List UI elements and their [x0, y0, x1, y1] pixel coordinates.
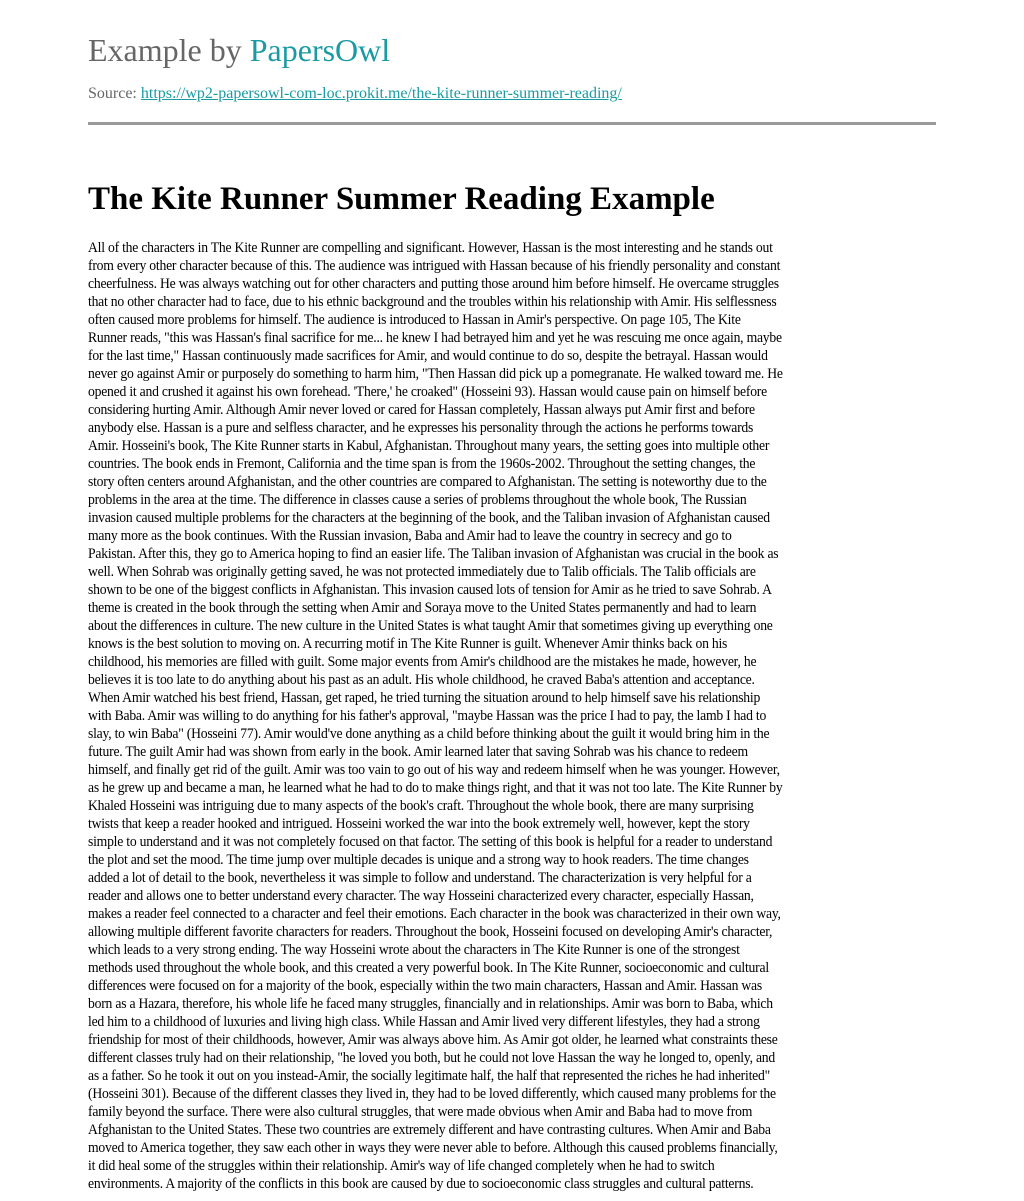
body-line: with Baba. Amir was willing to do anything for his father's approval, "maybe Hassan was the price I had to pay, the lamb I had to	[88, 707, 767, 724]
body-line: makes a reader feel connected to a character and feel their emotions. Each character in the book was characterized in their own way,	[88, 905, 781, 922]
body-line: added a lot of detail to the book, nevertheless it was simple to follow and understand. The characterization is very helpful for a	[88, 869, 752, 886]
body-line: the plot and set the mood. The time jump over multiple decades is unique and a strong way to hook readers. The time changes	[88, 851, 749, 868]
body-line: many more as the book continues. With the Russian invasion, Baba and Amir had to leave the country in secrecy and go to	[88, 527, 732, 544]
page-header	[88, 30, 936, 104]
body-line: as he grew up and became a man, he learned what he had to do to make things right, and that it was not too late. The Kite Runner by	[88, 779, 783, 796]
body-line: environments. A majority of the conflicts in this book are caused by due to socioeconomic class struggles and cultural patterns.	[88, 1175, 754, 1192]
body-line: differences were focused on for a majority of the book, especially within the two main characters, Hassan and Amir. Hassan was	[88, 977, 762, 994]
body-line: Pakistan. After this, they go to America hoping to find an easier life. The Taliban invasion of Afghanistan was crucial in the book as	[88, 545, 779, 562]
body-line: When Amir watched his best friend, Hassan, get raped, he tried turning the situation around to help himself save his relationship	[88, 689, 761, 706]
body-line: often caused more problems for himself. The audience is introduced to Hassan in Amir's perspective. On page 105, The Kite	[88, 311, 741, 328]
source-label: Source:	[88, 85, 141, 102]
essay-body	[88, 239, 948, 1193]
page-title: The Kite Runner Summer Reading Example	[88, 181, 715, 217]
header-divider	[88, 122, 936, 125]
body-line: Runner reads, "this was Hassan's final sacrifice for me... he knew I had betrayed him and yet he was rescuing me once again, maybe	[88, 329, 782, 346]
body-line: reader and allows one to better understand every character. The way Hosseini characterized every character, especially Hassan,	[88, 887, 754, 904]
body-line: never go against Amir or purposely do something to harm him, "Then Hassan did pick up a pomegranate. He walked toward me. He	[88, 365, 783, 382]
body-line: Afghanistan to the United States. These two countries are extremely different and have contrasting cultures. When Amir and Baba	[88, 1121, 771, 1138]
body-line: invasion caused multiple problems for the characters at the beginning of the book, and the Taliban invasion of Afghanistan caused	[88, 509, 770, 526]
body-line: All of the characters in The Kite Runner are compelling and significant. However, Hassan is the most interesting and he stands out	[88, 239, 773, 256]
body-line: believes it is too late to do anything about his past as an adult. His whole childhood, he craved Baba's attention and acceptance.	[88, 671, 755, 688]
body-line: twists that keep a reader hooked and intrigued. Hosseini worked the war into the book extremely well, however, kept the story	[88, 815, 750, 832]
body-line: Amir. Hosseini's book, The Kite Runner starts in Kabul, Afghanistan. Throughout many years, the setting goes into multiple other	[88, 437, 770, 454]
body-line: future. The guilt Amir had was shown from early in the book. Amir learned later that saving Sohrab was his chance to redeem	[88, 743, 748, 760]
body-line: anybody else. Hassan is a pure and selfless character, and he expresses his personality through the actions he performs towards	[88, 419, 754, 436]
body-line: family beyond the surface. There were also cultural struggles, that were made obvious when Amir and Baba had to move from	[88, 1103, 753, 1120]
body-line: from every other character because of this. The audience was intrigued with Hassan because of his friendly personality and constant	[88, 257, 781, 274]
body-line: different classes truly had on their relationship, "he loved you both, but he could not love Hassan the way he longed to, openly, and	[88, 1049, 776, 1066]
brand-line	[88, 30, 936, 70]
body-line: opened it and crushed it against his own forehead. 'There,' he croaked" (Hosseini 93). Hassan would cause pain on himself before	[88, 383, 767, 400]
body-line: cheerfulness. He was always watching out for other characters and putting those around him before himself. He overcame struggles	[88, 275, 779, 292]
body-line: allowing multiple different favorite characters for readers. Throughout the book, Hosseini focused on developing Amir's character,	[88, 923, 773, 940]
body-line: for the last time," Hassan continuously made sacrifices for Amir, and would continue to do so, despite the betrayal. Hassan would	[88, 347, 768, 364]
body-line: (Hosseini 301). Because of the different classes they lived in, they had to be loved differently, which caused many problems for the	[88, 1085, 776, 1102]
body-line: born as a Hazara, therefore, his whole life he faced many struggles, financially and in relationships. Amir was born to Baba, which	[88, 995, 773, 1012]
body-line: knows is the best solution to moving on. A recurring motif in The Kite Runner is guilt. Whenever Amir thinks back on his	[88, 635, 728, 652]
body-line: friendship for most of their childhoods, however, Amir was always above him. As Amir got older, he learned what constraints these	[88, 1031, 778, 1048]
body-line: moved to America together, they saw each other in ways they were never able to before. Although this caused problems financially,	[88, 1139, 778, 1156]
body-line: simple to understand and it was not completely focused on that factor. The setting of this book is helpful for a reader to understand	[88, 833, 773, 850]
body-line: that no other character had to face, due to his ethnic background and the troubles within his relationship with Amir. His selflessness	[88, 293, 777, 310]
body-line: childhood, his memories are filled with guilt. Some major events from Amir's childhood are the mistakes he made, however, he	[88, 653, 757, 670]
body-line: countries. The book ends in Fremont, California and the time span is from the 1960s-2002. Throughout the setting changes, the	[88, 455, 756, 472]
body-line: shown to be one of the biggest conflicts in Afghanistan. This invasion caused lots of tension for Amir as he tried to save Sohrab. A	[88, 581, 772, 598]
body-line: which leads to a very strong ending. The way Hosseini wrote about the characters in The Kite Runner is one of the strongest	[88, 941, 740, 958]
body-line: slay, to win Baba" (Hosseini 77). Amir would've done anything as a child before thinking about the guilt it would bring him in the	[88, 725, 770, 742]
body-line: led him to a childhood of luxuries and living high class. While Hassan and Amir lived very different lifestyles, they had a strong	[88, 1013, 760, 1030]
brand-prefix: Example by	[88, 32, 250, 68]
body-line: about the differences in culture. The new culture in the United States is what taught Amir that sometimes giving up everything one	[88, 617, 773, 634]
source-link[interactable]: https://wp2-papersowl-com-loc.prokit.me/the-kite-runner-summer-reading/	[140, 85, 622, 102]
body-line: himself, and finally get rid of the guilt. Amir was too vain to go out of his way and redeem himself when he was younger. However,	[88, 761, 780, 778]
body-line: story often centers around Afghanistan, and the other countries are compared to Afghanistan. The setting is noteworthy due to the	[88, 473, 767, 490]
body-line: considering hurting Amir. Although Amir never loved or cared for Hassan completely, Hassan always put Amir first and before	[88, 401, 755, 418]
body-line: as a father. So he took it out on you instead-Amir, the socially legitimate half, the half that represented the riches he had inherited"	[88, 1067, 770, 1084]
body-line: Khaled Hosseini was intriguing due to many aspects of the book's craft. Throughout the whole book, there are many surprising	[88, 797, 754, 814]
body-line: theme is created in the book through the setting when Amir and Soraya move to the United States permanently and had to learn	[88, 599, 757, 616]
source-line	[88, 84, 936, 104]
brand-name: PapersOwl	[249, 32, 391, 68]
body-line: methods used throughout the whole book, and this created a very powerful book. In The Kite Runner, socioeconomic and cultural	[88, 959, 769, 976]
body-line: it did heal some of the struggles within their relationship. Amir's way of life changed completely when he had to switch	[88, 1157, 715, 1174]
body-line: well. When Sohrab was originally getting saved, he was not protected immediately due to Talib officials. The Talib officials are	[88, 563, 756, 580]
body-line: problems in the area at the time. The difference in classes cause a series of problems throughout the whole book, The Russian	[88, 491, 747, 508]
